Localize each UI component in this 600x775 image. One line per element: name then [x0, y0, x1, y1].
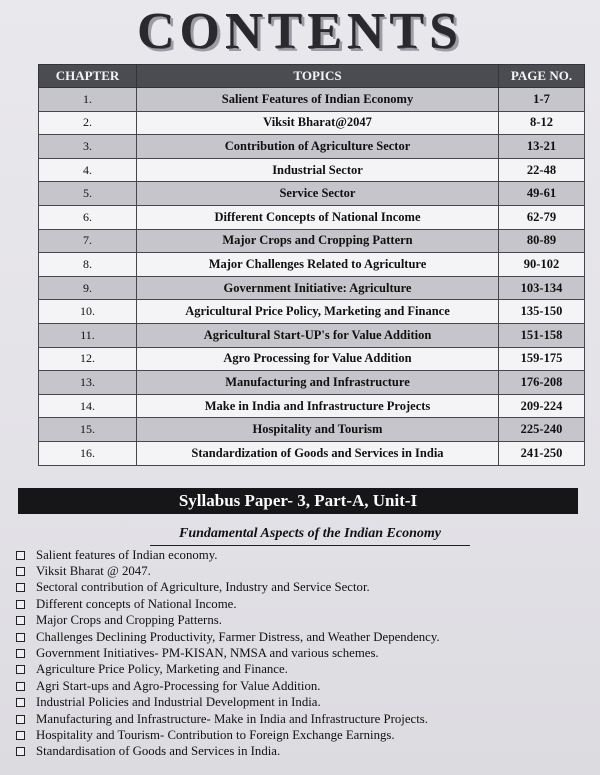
chapter-number-cell: 7.	[39, 229, 137, 253]
table-row	[39, 441, 585, 465]
syllabus-item-text: Agri Start-ups and Agro-Processing for Value Addition.	[36, 678, 321, 693]
syllabus-item-text: Manufacturing and Infrastructure- Make in India and Infrastructure Projects.	[36, 711, 428, 726]
syllabus-item-text: Standardisation of Goods and Services in India.	[36, 744, 281, 759]
table-row	[39, 229, 585, 253]
syllabus-subheading: Fundamental Aspects of the Indian Economy	[178, 526, 441, 541]
table-header-row	[39, 65, 585, 88]
syllabus-item	[14, 629, 584, 645]
table-row	[39, 111, 585, 135]
syllabus-item-text: Sectoral contribution of Agriculture, Industry and Service Sector.	[36, 580, 370, 595]
chapter-header: CHAPTER	[39, 65, 137, 88]
table-row	[39, 347, 585, 371]
table-row	[39, 88, 585, 112]
topic-cell: Major Crops and Cropping Pattern	[137, 229, 499, 253]
table-row	[39, 182, 585, 206]
syllabus-item-text: Salient features of Indian economy.	[36, 547, 218, 562]
checkbox-bullet-icon	[16, 551, 25, 560]
checkbox-bullet-icon	[16, 682, 25, 691]
page-range-cell: 1-7	[499, 88, 585, 112]
table-row	[39, 135, 585, 159]
syllabus-item	[14, 613, 584, 629]
topic-cell: Hospitality and Tourism	[137, 418, 499, 442]
chapter-number-cell: 8.	[39, 253, 137, 277]
checkbox-bullet-icon	[16, 747, 25, 756]
syllabus-item	[14, 711, 584, 727]
chapter-number-cell: 15.	[39, 418, 137, 442]
syllabus-item-text: Different concepts of National Income.	[36, 596, 237, 611]
page-range-cell: 13-21	[499, 135, 585, 159]
table-row	[39, 276, 585, 300]
page-range-cell: 209-224	[499, 394, 585, 418]
chapter-number-cell: 10.	[39, 300, 137, 324]
topic-cell: Manufacturing and Infrastructure	[137, 371, 499, 395]
topic-cell: Agricultural Price Policy, Marketing and Finance	[137, 300, 499, 324]
syllabus-item-text: Viksit Bharat @ 2047.	[36, 564, 151, 579]
topic-cell: Government Initiative: Agriculture	[137, 276, 499, 300]
syllabus-item	[14, 596, 584, 612]
chapter-number-cell: 1.	[39, 88, 137, 112]
topic-cell: Salient Features of Indian Economy	[137, 88, 499, 112]
topic-cell: Industrial Sector	[137, 158, 499, 182]
chapter-number-cell: 16.	[39, 441, 137, 465]
syllabus-item	[14, 580, 584, 596]
table-row	[39, 371, 585, 395]
topic-cell: Different Concepts of National Income	[137, 205, 499, 229]
syllabus-item-text: Hospitality and Tourism- Contribution to Foreign Exchange Earnings.	[36, 727, 395, 742]
page-range-cell: 80-89	[499, 229, 585, 253]
syllabus-item-text: Major Crops and Cropping Patterns.	[36, 613, 222, 628]
chapter-number-cell: 9.	[39, 276, 137, 300]
syllabus-list	[14, 547, 584, 760]
syllabus-item-text: Agriculture Price Policy, Marketing and Finance.	[36, 662, 288, 677]
page-range-cell: 8-12	[499, 111, 585, 135]
topic-cell: Agro Processing for Value Addition	[137, 347, 499, 371]
chapter-number-cell: 13.	[39, 371, 137, 395]
checkbox-bullet-icon	[16, 715, 25, 724]
syllabus-item	[14, 547, 584, 563]
checkbox-bullet-icon	[16, 600, 25, 609]
table-row	[39, 418, 585, 442]
topic-cell: Viksit Bharat@2047	[137, 111, 499, 135]
page-range-cell: 151-158	[499, 323, 585, 347]
table-row	[39, 205, 585, 229]
checkbox-bullet-icon	[16, 731, 25, 740]
syllabus-heading: Syllabus Paper- 3, Part-A, Unit-I	[18, 488, 578, 514]
page-no-header: PAGE NO.	[499, 65, 585, 88]
checkbox-bullet-icon	[16, 616, 25, 625]
topics-header: TOPICS	[137, 65, 499, 88]
table-row	[39, 253, 585, 277]
table-row	[39, 158, 585, 182]
chapter-number-cell: 3.	[39, 135, 137, 159]
topic-cell: Make in India and Infrastructure Projects	[137, 394, 499, 418]
syllabus-item-text: Government Initiatives- PM-KISAN, NMSA and various schemes.	[36, 646, 379, 661]
checkbox-bullet-icon	[16, 698, 25, 707]
table-row	[39, 394, 585, 418]
syllabus-item	[14, 678, 584, 694]
topic-cell: Service Sector	[137, 182, 499, 206]
syllabus-item-text: Industrial Policies and Industrial Development in India.	[36, 695, 321, 710]
contents-table	[38, 64, 585, 466]
syllabus-item	[14, 563, 584, 579]
subheading-underline	[150, 545, 470, 546]
syllabus-item	[14, 662, 584, 678]
chapter-number-cell: 4.	[39, 158, 137, 182]
contents-title: CONTENTS	[136, 3, 464, 60]
page-range-cell: 176-208	[499, 371, 585, 395]
checkbox-bullet-icon	[16, 649, 25, 658]
page-range-cell: 159-175	[499, 347, 585, 371]
chapter-number-cell: 12.	[39, 347, 137, 371]
syllabus-item	[14, 645, 584, 661]
topic-cell: Agricultural Start-UP's for Value Addition	[137, 323, 499, 347]
page-range-cell: 22-48	[499, 158, 585, 182]
chapter-number-cell: 11.	[39, 323, 137, 347]
page-range-cell: 241-250	[499, 441, 585, 465]
checkbox-bullet-icon	[16, 567, 25, 576]
page-range-cell: 225-240	[499, 418, 585, 442]
checkbox-bullet-icon	[16, 665, 25, 674]
chapter-number-cell: 6.	[39, 205, 137, 229]
syllabus-item	[14, 695, 584, 711]
topic-cell: Major Challenges Related to Agriculture	[137, 253, 499, 277]
topic-cell: Contribution of Agriculture Sector	[137, 135, 499, 159]
topic-cell: Standardization of Goods and Services in India	[137, 441, 499, 465]
table-row	[39, 300, 585, 324]
page-range-cell: 62-79	[499, 205, 585, 229]
chapter-number-cell: 5.	[39, 182, 137, 206]
syllabus-item	[14, 744, 584, 760]
page-range-cell: 90-102	[499, 253, 585, 277]
page-range-cell: 103-134	[499, 276, 585, 300]
syllabus-item	[14, 727, 584, 743]
checkbox-bullet-icon	[16, 583, 25, 592]
chapter-number-cell: 14.	[39, 394, 137, 418]
chapter-number-cell: 2.	[39, 111, 137, 135]
page-range-cell: 135-150	[499, 300, 585, 324]
checkbox-bullet-icon	[16, 633, 25, 642]
page-range-cell: 49-61	[499, 182, 585, 206]
table-row	[39, 323, 585, 347]
syllabus-item-text: Challenges Declining Productivity, Farmer Distress, and Weather Dependency.	[36, 629, 440, 644]
